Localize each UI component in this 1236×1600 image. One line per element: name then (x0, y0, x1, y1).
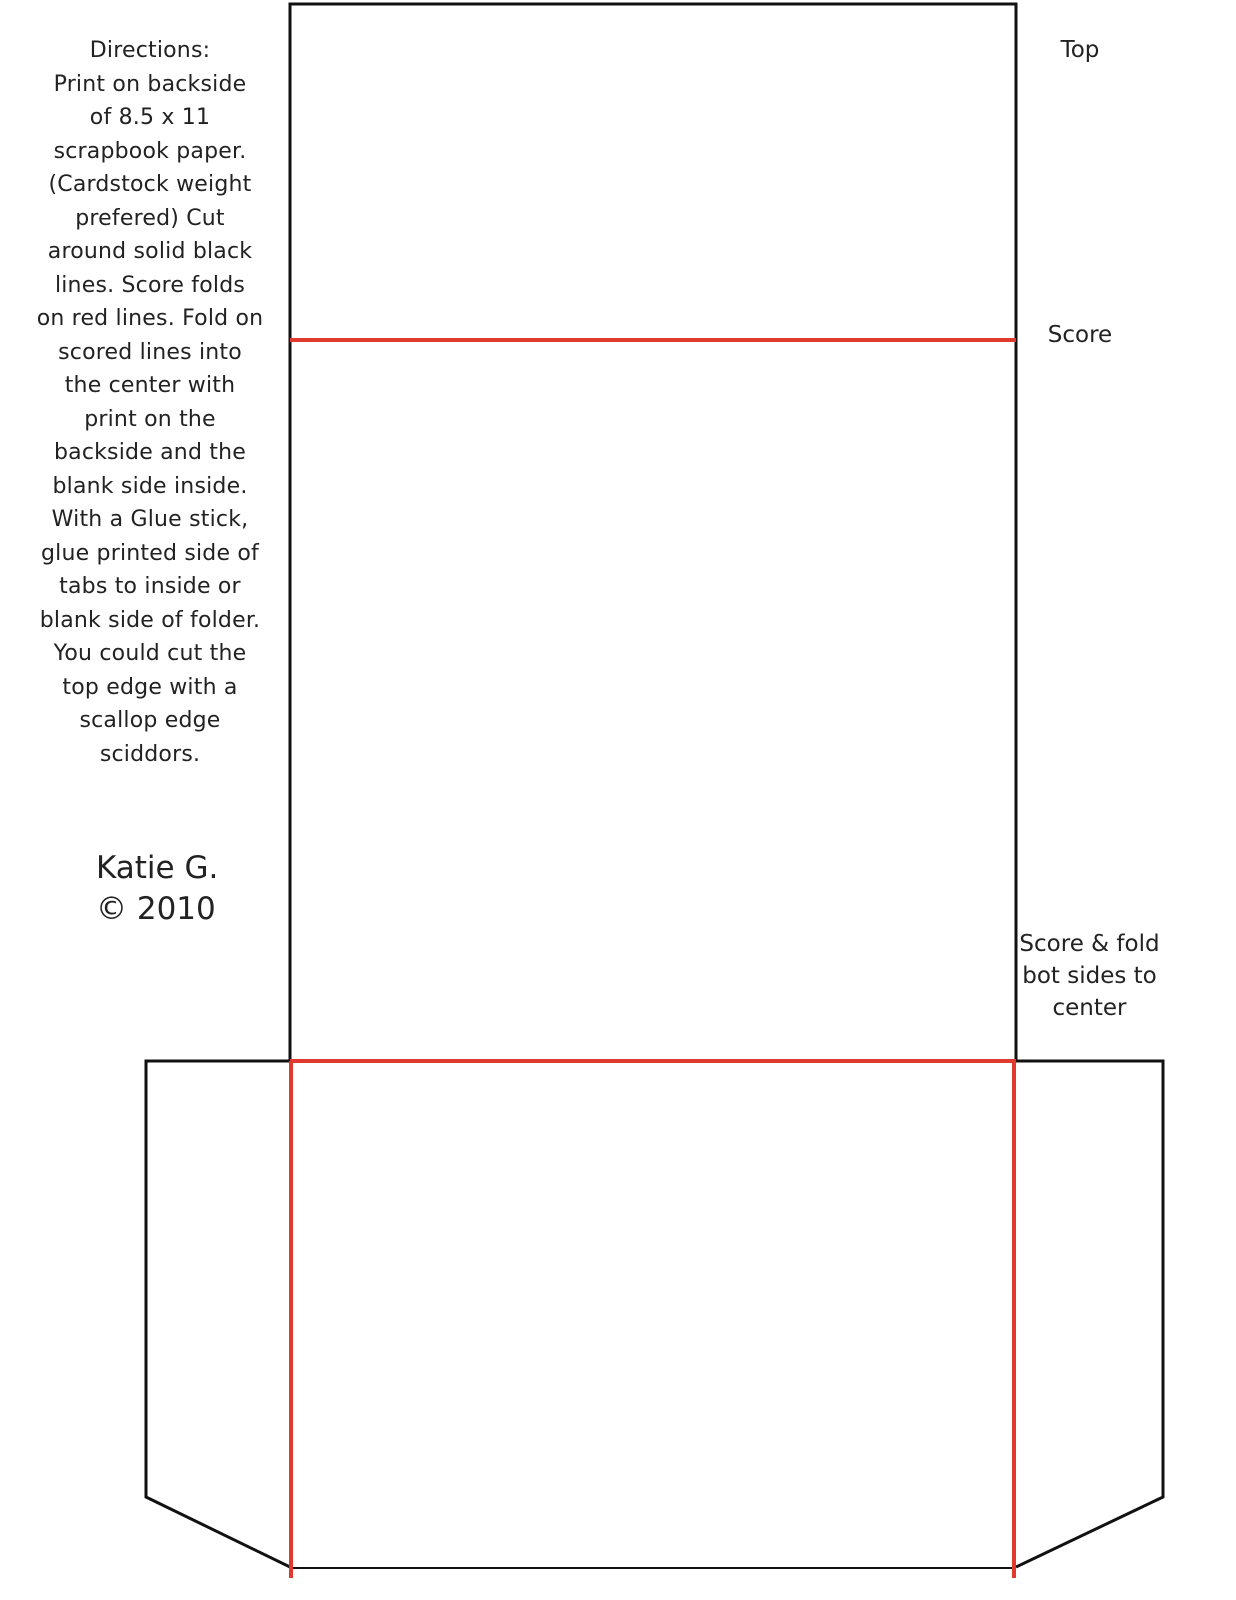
directions-line: (Cardstock weight (48, 172, 252, 197)
directions-line: sciddors. (99, 741, 201, 767)
score-fold-line: Score & fold (1019, 931, 1160, 957)
directions-line: With a Glue stick, (51, 507, 249, 532)
directions-line: You could cut the (53, 641, 247, 666)
directions-line: blank side inside. (52, 473, 248, 499)
directions-line: scored lines into (58, 339, 242, 365)
directions-line: on red lines. Fold on (36, 306, 264, 331)
directions-line: of 8.5 x 11 (89, 105, 211, 130)
score-fold-line: bot sides to (1022, 963, 1157, 989)
author-name: Katie G. (96, 850, 219, 886)
copyright-year: © 2010 (96, 891, 216, 927)
directions-line: scallop edge (79, 708, 221, 733)
directions-line: the center with (64, 373, 236, 398)
score-fold-line: center (1052, 995, 1127, 1021)
directions-text (30, 34, 270, 771)
directions-line: tabs to inside or (59, 574, 241, 599)
top-label: Top (1060, 37, 1100, 63)
score-label: Score (1047, 322, 1113, 348)
top-panel-cut-line (290, 4, 1016, 1061)
directions-line: prefered) Cut (75, 205, 225, 231)
directions-line: backside and the (53, 440, 247, 465)
directions-line: blank side of folder. (39, 607, 261, 633)
directions-line: print on the (84, 406, 216, 432)
left-tab-cut-line (146, 1061, 290, 1567)
score-fold-label (1012, 928, 1167, 1024)
directions-line: lines. Score folds (54, 272, 246, 298)
directions-line: Directions: (89, 38, 211, 63)
directions-line: Print on backside (53, 71, 247, 97)
right-tab-cut-line (1016, 1061, 1163, 1567)
directions-line: glue printed side of (40, 540, 259, 566)
directions-line: scrapbook paper. (53, 138, 247, 164)
directions-line: around solid black (47, 239, 253, 264)
directions-line: top edge with a (62, 674, 238, 700)
author-credit (96, 848, 218, 930)
